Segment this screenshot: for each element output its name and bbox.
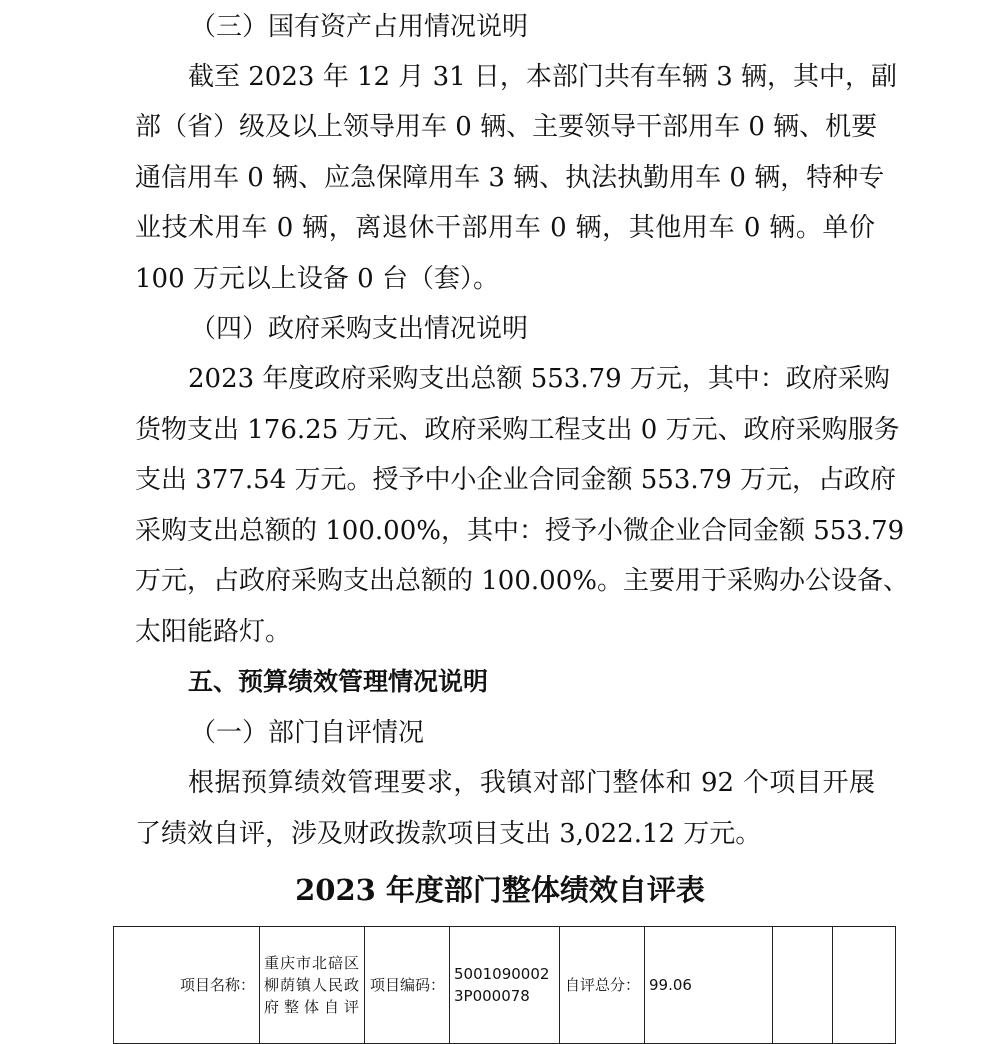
section4-line-6: 太阳能路灯。 [135,617,292,647]
table-title: 2023 年度部门整体绩效自评表 [295,873,705,907]
section5-heading: 五、预算绩效管理情况说明 [188,667,489,696]
section4-line-4: 采购支出总额的 100.00%，其中：授予小微企业合同金额 553.79 [135,516,905,546]
section4-heading: （四）政府采购支出情况说明 [190,314,529,344]
section5-line-1: 根据预算绩效管理要求，我镇对部门整体和 92 个项目开展 [188,768,875,798]
section4-line-3: 支出 377.54 万元。授予中小企业合同金额 553.79 万元，占政府 [135,465,897,495]
project-name-value: 重庆市北碚区柳荫镇人民政府整体自评 [260,927,365,1044]
empty-cell [773,927,833,1044]
section3-line-1: 截至 2023 年 12 月 31 日，本部门共有车辆 3 辆，其中，副 [188,62,897,92]
section4-line-5: 万元，占政府采购支出总额的 100.00%。主要用于采购办公设备、 [135,566,909,596]
project-code-value: 50010900023P000078 [450,927,560,1044]
project-name-label: 项目名称： [114,927,260,1044]
section5-subheading: （一）部门自评情况 [190,718,425,748]
section4-line-2: 货物支出 176.25 万元、政府采购工程支出 0 万元、政府采购服务 [135,415,900,445]
section3-line-5: 100 万元以上设备 0 台（套）。 [135,264,499,294]
self-evaluation-table [113,926,896,1044]
section3-line-4: 业技术用车 0 辆，离退休干部用车 0 辆，其他用车 0 辆。单价 [135,213,875,243]
score-value: 99.06 [645,927,773,1044]
section3-line-3: 通信用车 0 辆、应急保障用车 3 辆、执法执勤用车 0 辆，特种专 [135,163,885,193]
section3-heading: （三）国有资产占用情况说明 [190,12,529,42]
section3-line-2: 部（省）级及以上领导用车 0 辆、主要领导干部用车 0 辆、机要 [135,112,878,142]
section5-line-2: 了绩效自评，涉及财政拨款项目支出 3,022.12 万元。 [135,819,762,849]
project-code-label: 项目编码： [365,927,450,1044]
table-row [114,927,896,1044]
empty-cell [833,927,896,1044]
score-label: 自评总分： [560,927,645,1044]
section4-line-1: 2023 年度政府采购支出总额 553.79 万元，其中：政府采购 [188,364,890,394]
